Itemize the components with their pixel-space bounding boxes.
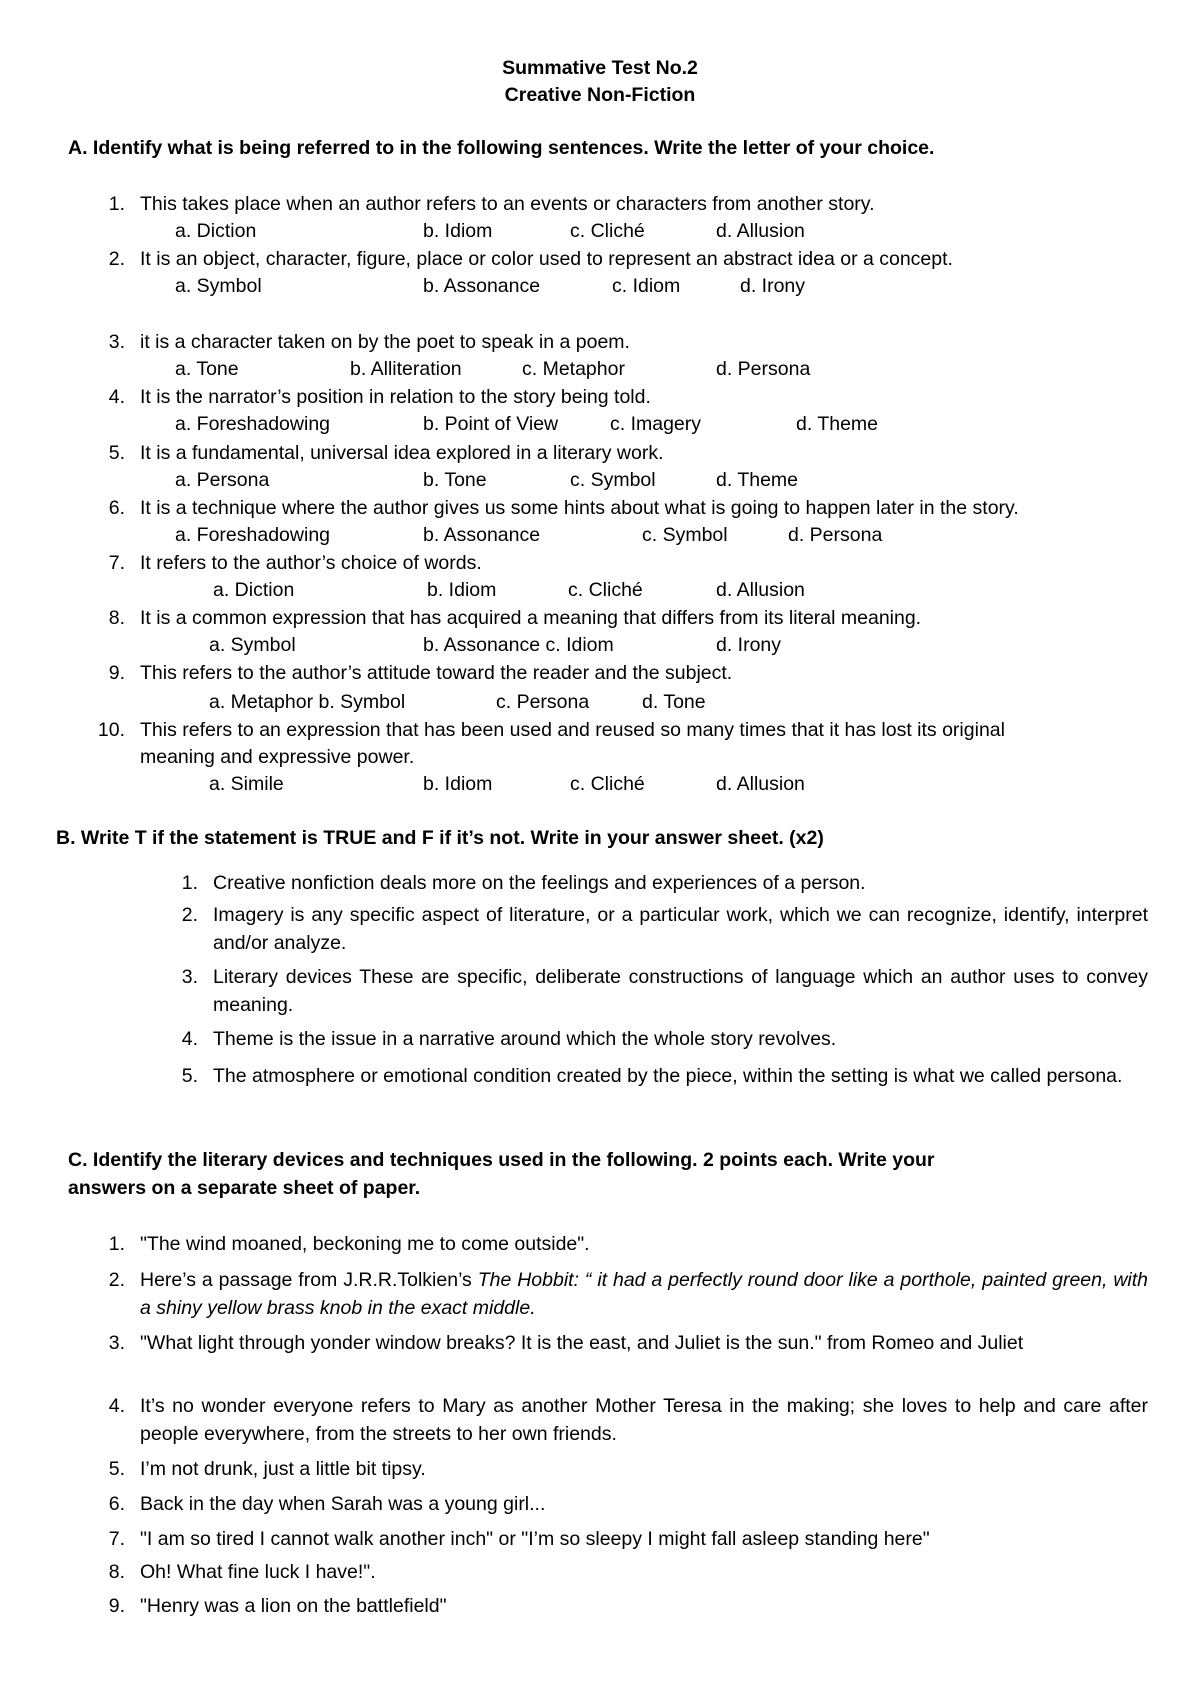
list-item-number: 4. <box>181 1028 198 1050</box>
list-item-number: 2. <box>108 248 125 270</box>
list-item-number: 8. <box>108 1561 125 1583</box>
list-item-number: 7. <box>108 552 125 574</box>
option: a. Diction <box>175 220 257 242</box>
list-item-number: 9. <box>108 1595 125 1617</box>
question-text: it is a character taken on by the poet to speak in a poem. <box>140 331 630 353</box>
passage-text: "Henry was a lion on the battlefield" <box>140 1595 447 1617</box>
option: a. Diction <box>213 579 295 601</box>
option: a. Metaphor b. Symbol <box>209 691 406 713</box>
passage-text-plain: Here’s a passage from J.R.R.Tolkien’s <box>140 1269 478 1291</box>
list-item-number: 3. <box>108 331 125 353</box>
option: c. Idiom <box>612 275 681 297</box>
passage-text: "I am so tired I cannot walk another inch" or "I’m so sleepy I might fall asleep standing here" <box>140 1528 930 1550</box>
list-item-number: 6. <box>108 1493 125 1515</box>
section-a-instruction: A. Identify what is being referred to in the following sentences. Write the letter of your choice. <box>68 137 935 159</box>
passage-text-italic: The Hobbit: “ it had a perfectly round door like a porthole, painted green, with a shiny yellow brass knob in the exact middle. <box>140 1269 1148 1319</box>
option: c. Cliché <box>568 579 643 601</box>
option: a. Symbol <box>209 634 296 656</box>
page-subtitle: Creative Non-Fiction <box>504 84 696 106</box>
option: d. Theme <box>796 413 879 435</box>
statement-text: Imagery is any specific aspect of literature, or a particular work, which we can recognize, identify, interpret and/or analyze. <box>213 904 1148 954</box>
list-item-number: 6. <box>108 497 125 519</box>
option: c. Persona <box>496 691 590 713</box>
option: b. Assonance c. Idiom <box>423 634 614 656</box>
statement-text: Theme is the issue in a narrative around which the whole story revolves. <box>213 1028 837 1050</box>
option: d. Allusion <box>716 579 805 601</box>
list-item-number: 7. <box>108 1528 125 1550</box>
page-title: Summative Test No.2 <box>502 57 698 79</box>
question-text: It refers to the author’s choice of words. <box>140 552 482 574</box>
option: c. Cliché <box>570 220 645 242</box>
option: d. Tone <box>642 691 706 713</box>
option: b. Assonance <box>423 524 541 546</box>
option: a. Symbol <box>175 275 262 297</box>
list-item-number: 1. <box>181 872 198 894</box>
passage-text: Back in the day when Sarah was a young girl... <box>140 1493 546 1515</box>
option: c. Imagery <box>610 413 702 435</box>
question-text: It is the narrator’s position in relation to the story being told. <box>140 386 651 408</box>
option: b. Tone <box>423 469 487 491</box>
passage-text: Oh! What fine luck I have!". <box>140 1561 376 1583</box>
list-item-number: 5. <box>108 1458 125 1480</box>
option: d. Irony <box>740 275 806 297</box>
list-item-number: 2. <box>108 1269 125 1291</box>
list-item-number: 1. <box>108 1233 125 1255</box>
passage-text: "The wind moaned, beckoning me to come outside". <box>140 1233 590 1255</box>
option: c. Metaphor <box>522 358 625 380</box>
question-text: It is a fundamental, universal idea explored in a literary work. <box>140 442 664 464</box>
passage-text <box>140 1266 1148 1322</box>
statement-text: Creative nonfiction deals more on the feelings and experiences of a person. <box>213 872 866 894</box>
section-c-instruction: C. Identify the literary devices and techniques used in the following. 2 points each. Write your <box>68 1149 935 1171</box>
list-item-number: 2. <box>181 904 198 926</box>
question-text: This takes place when an author refers to an events or characters from another story. <box>140 193 875 215</box>
list-item-number: 3. <box>181 966 198 988</box>
option: b. Idiom <box>423 773 493 795</box>
option: b. Point of View <box>423 413 559 435</box>
option: d. Persona <box>788 524 883 546</box>
option: c. Symbol <box>570 469 656 491</box>
option: b. Idiom <box>427 579 497 601</box>
option: d. Persona <box>716 358 811 380</box>
question-text: It is an object, character, figure, place or color used to represent an abstract idea or a concept. <box>140 248 953 270</box>
option: d. Theme <box>716 469 799 491</box>
question-text: It is a common expression that has acquired a meaning that differs from its literal meaning. <box>140 607 922 629</box>
option: c. Cliché <box>570 773 645 795</box>
option: b. Alliteration <box>350 358 462 380</box>
section-b-instruction: B. Write T if the statement is TRUE and F if it’s not. Write in your answer sheet. (x2) <box>56 827 824 849</box>
option: a. Foreshadowing <box>175 524 331 546</box>
list-item-number: 5. <box>181 1065 198 1087</box>
question-text: It is a technique where the author gives us some hints about what is going to happen later in the story. <box>140 497 1019 519</box>
option: a. Tone <box>175 358 239 380</box>
question-text-continued: meaning and expressive power. <box>140 746 415 768</box>
question-text: This refers to the author’s attitude toward the reader and the subject. <box>140 662 733 684</box>
statement-text: The atmosphere or emotional condition created by the piece, within the setting is what we called persona. <box>213 1065 1123 1087</box>
option: d. Irony <box>716 634 782 656</box>
list-item-number: 8. <box>108 607 125 629</box>
list-item-number: 4. <box>108 386 125 408</box>
passage-text: It’s no wonder everyone refers to Mary as another Mother Teresa in the making; she loves to help and care after people everywhere, from the streets to her own friends. <box>140 1395 1148 1445</box>
statement-text: Literary devices These are specific, deliberate constructions of language which an author uses to convey meaning. <box>213 966 1148 1016</box>
list-item-number: 5. <box>108 442 125 464</box>
section-c-instruction-continued: answers on a separate sheet of paper. <box>68 1177 421 1199</box>
option: d. Allusion <box>716 773 805 795</box>
passage-text: I’m not drunk, just a little bit tipsy. <box>140 1458 426 1480</box>
question-text: This refers to an expression that has been used and reused so many times that it has lost its original <box>140 719 1005 741</box>
passage-text: "What light through yonder window breaks? It is the east, and Juliet is the sun." from Romeo and Juliet <box>140 1332 1024 1354</box>
list-item-number: 4. <box>108 1395 125 1417</box>
option: d. Allusion <box>716 220 805 242</box>
list-item-number: 1. <box>108 193 125 215</box>
list-item-number: 3. <box>108 1332 125 1354</box>
list-item-number: 9. <box>108 662 125 684</box>
option: b. Assonance <box>423 275 541 297</box>
option: b. Idiom <box>423 220 493 242</box>
option: a. Persona <box>175 469 270 491</box>
option: a. Simile <box>209 773 284 795</box>
option: c. Symbol <box>642 524 728 546</box>
list-item-number: 10. <box>97 719 125 741</box>
option: a. Foreshadowing <box>175 413 331 435</box>
